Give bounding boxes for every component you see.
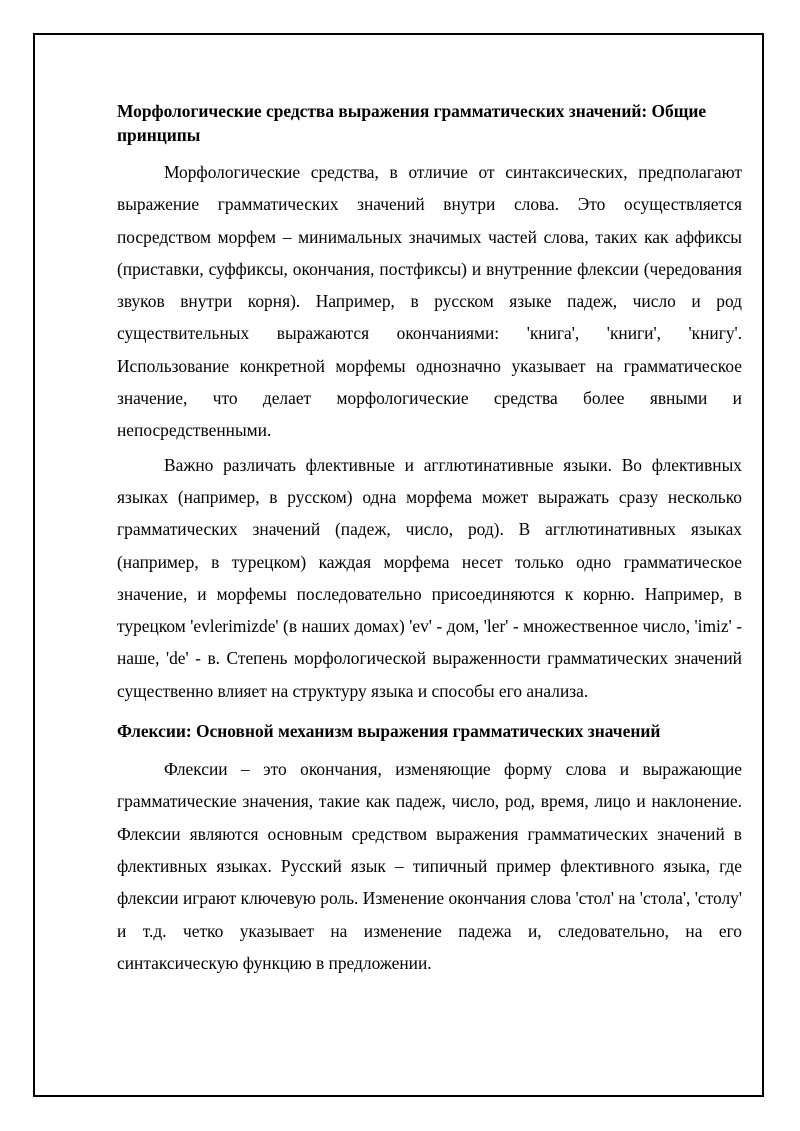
document-body bbox=[117, 99, 742, 979]
section-heading-morphological-means: Морфологические средства выражения грамматических значений: Общие принципы bbox=[117, 101, 707, 145]
section-heading-inflections: Флексии: Основной механизм выражения грамматических значений bbox=[117, 721, 661, 742]
paragraph-inflective-vs-agglutinative: Важно различать флективные и агглютинативные языки. Во флективных языках (например, в русском) одна морфема может выражать сразу несколько грамматических значений (падеж, число, род). В агглютинативных языках (например, в турецком) каждая морфема несет только одно грамматическое значение, и морфемы последовательно присоединяются к корню. Например, в турецком 'evlerimizde' (в наших домах) 'ev' - дом, 'ler' - множественное число, 'imiz' - наше, 'de' - в. Степень морфологической выраженности грамматических значений существенно влияет на структуру языка и способы его анализа. bbox=[117, 454, 742, 701]
paragraph-morphological-means-intro: Морфологические средства, в отличие от синтаксических, предполагают выражение грамматических значений внутри слова. Это осуществляется посредством морфем – минимальных значимых частей слова, таких как аффиксы (приставки, суффиксы, окончания, постфиксы) и внутренние флексии (чередования звуков внутри корня). Например, в русском языке падеж, число и род существительных выражаются окончаниями: 'книга', 'книги', 'книгу'. Использование конкретной морфемы однозначно указывает на грамматическое значение, что делает морфологические средства более явными и непосредственными. bbox=[117, 162, 742, 441]
paragraph-inflections: Флексии – это окончания, изменяющие форму слова и выражающие грамматические значения, такие как падеж, число, род, время, лицо и наклонение. Флексии являются основным средством выражения грамматических значений в флективных языках. Русский язык – типичный пример флективного языка, где флексии играют ключевую роль. Изменение окончания слова 'стол' на 'стола', 'столу' и т.д. четко указывает на изменение падежа и, следовательно, на его синтаксическую функцию в предложении. bbox=[117, 759, 742, 973]
